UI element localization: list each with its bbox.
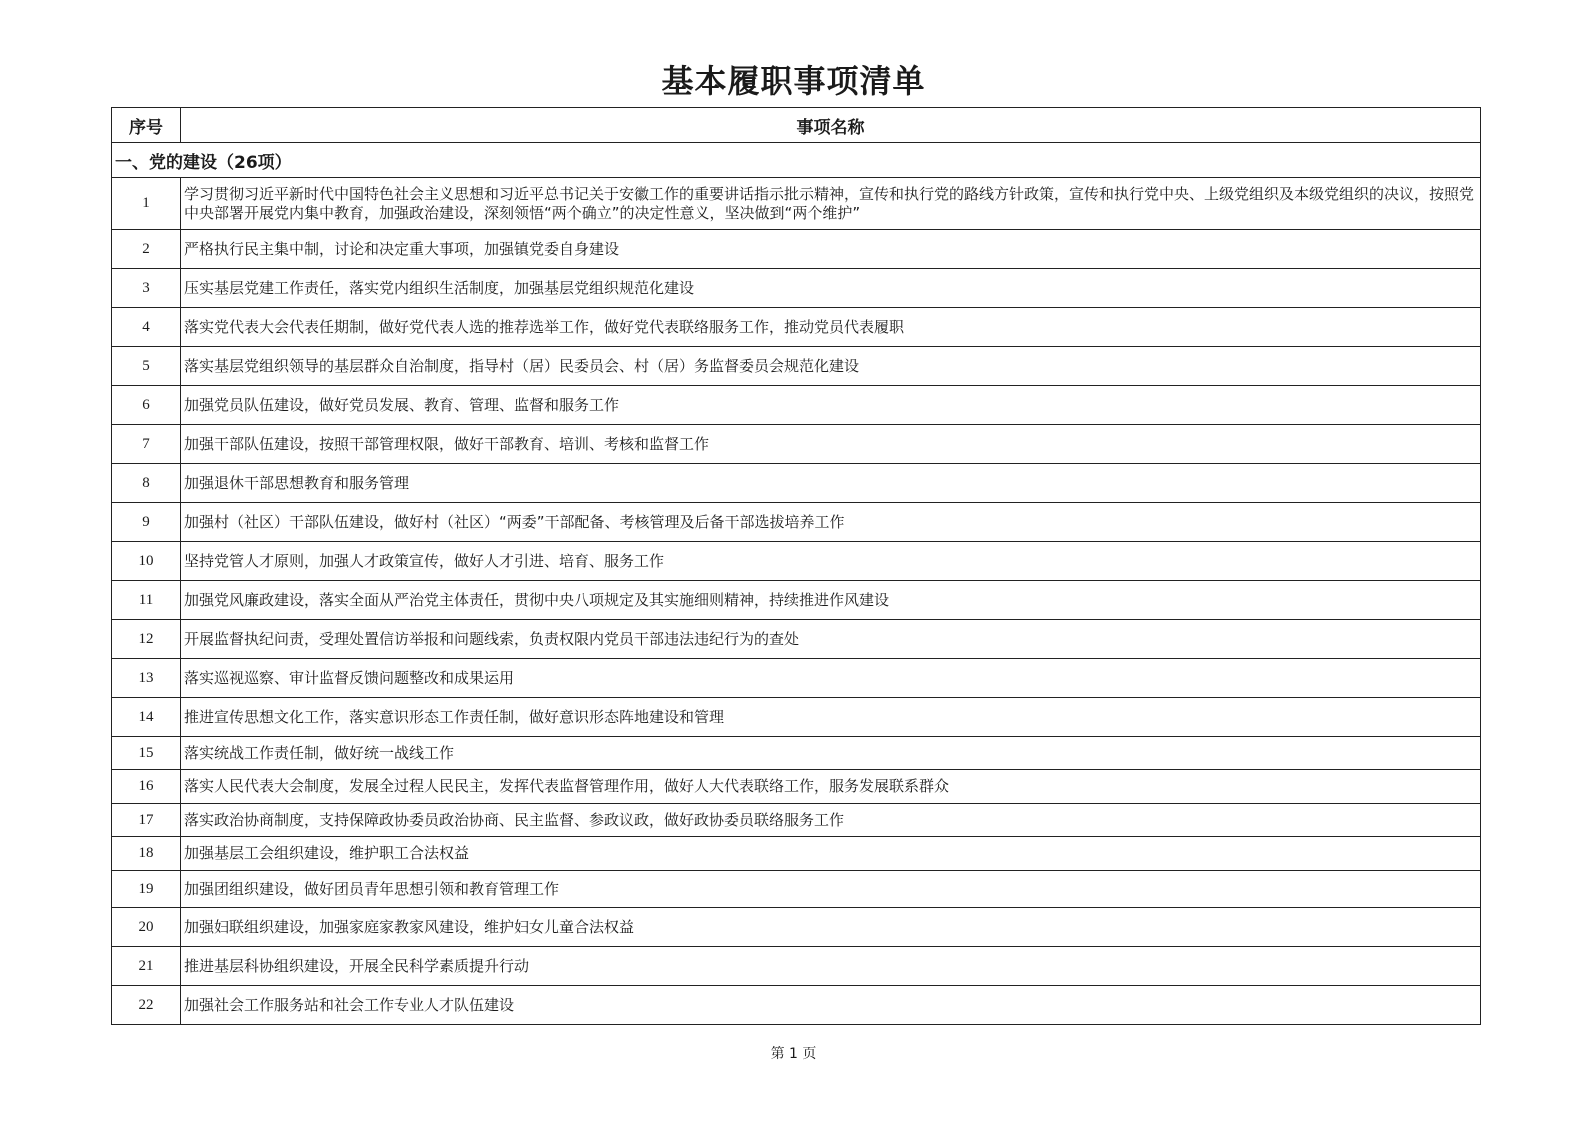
table-row	[112, 178, 1481, 230]
row-item-name: 落实党代表大会代表任期制，做好党代表人选的推荐选举工作，做好党代表联络服务工作，推动党员代表履职	[181, 308, 1481, 347]
row-item-name: 严格执行民主集中制，讨论和决定重大事项，加强镇党委自身建设	[181, 230, 1481, 269]
row-index: 16	[112, 770, 181, 804]
table-row	[112, 947, 1481, 986]
table-row	[112, 659, 1481, 698]
row-item-name: 加强团组织建设，做好团员青年思想引领和教育管理工作	[181, 871, 1481, 908]
row-index: 2	[112, 230, 181, 269]
row-index: 13	[112, 659, 181, 698]
table-row	[112, 581, 1481, 620]
row-item-name: 加强社会工作服务站和社会工作专业人才队伍建设	[181, 986, 1481, 1025]
table-row	[112, 804, 1481, 837]
row-item-name: 学习贯彻习近平新时代中国特色社会主义思想和习近平总书记关于安徽工作的重要讲话指示批示精神，宣传和执行党的路线方针政策，宣传和执行党中央、上级党组织及本级党组织的决议，按照党中央部署开展党内集中教育，加强政治建设，深刻领悟“两个确立”的决定性意义，坚决做到“两个维护”	[181, 178, 1481, 230]
row-index: 5	[112, 347, 181, 386]
row-index: 6	[112, 386, 181, 425]
row-index: 18	[112, 837, 181, 871]
table-row	[112, 230, 1481, 269]
row-item-name: 落实统战工作责任制，做好统一战线工作	[181, 737, 1481, 770]
row-item-name: 落实政治协商制度，支持保障政协委员政治协商、民主监督、参政议政，做好政协委员联络服务工作	[181, 804, 1481, 837]
row-item-name: 推进基层科协组织建设，开展全民科学素质提升行动	[181, 947, 1481, 986]
row-item-name: 加强退休干部思想教育和服务管理	[181, 464, 1481, 503]
row-item-name: 加强妇联组织建设，加强家庭家教家风建设，维护妇女儿童合法权益	[181, 908, 1481, 947]
row-index: 11	[112, 581, 181, 620]
table-row	[112, 269, 1481, 308]
table-row	[112, 737, 1481, 770]
row-item-name: 落实巡视巡察、审计监督反馈问题整改和成果运用	[181, 659, 1481, 698]
row-item-name: 落实人民代表大会制度，发展全过程人民民主，发挥代表监督管理作用，做好人大代表联络工作，服务发展联系群众	[181, 770, 1481, 804]
table-row	[112, 698, 1481, 737]
table-row	[112, 308, 1481, 347]
row-item-name: 加强干部队伍建设，按照干部管理权限，做好干部教育、培训、考核和监督工作	[181, 425, 1481, 464]
row-item-name: 加强村（社区）干部队伍建设，做好村（社区）“两委”干部配备、考核管理及后备干部选拔培养工作	[181, 503, 1481, 542]
column-header-index: 序号	[112, 108, 181, 143]
row-index: 3	[112, 269, 181, 308]
row-index: 8	[112, 464, 181, 503]
table-row	[112, 386, 1481, 425]
page-number: 第 1 页	[770, 1046, 817, 1062]
table-row	[112, 871, 1481, 908]
section-row	[112, 143, 1481, 178]
page-title: 基本履职事项清单	[661, 62, 926, 100]
row-index: 10	[112, 542, 181, 581]
row-item-name: 落实基层党组织领导的基层群众自治制度，指导村（居）民委员会、村（居）务监督委员会规范化建设	[181, 347, 1481, 386]
table-row	[112, 908, 1481, 947]
table-row	[112, 503, 1481, 542]
table-row	[112, 542, 1481, 581]
row-item-name: 坚持党管人才原则，加强人才政策宣传，做好人才引进、培育、服务工作	[181, 542, 1481, 581]
table-row	[112, 770, 1481, 804]
table-row	[112, 425, 1481, 464]
row-index: 21	[112, 947, 181, 986]
table-row	[112, 986, 1481, 1025]
row-index: 4	[112, 308, 181, 347]
row-index: 7	[112, 425, 181, 464]
column-header-name: 事项名称	[181, 108, 1481, 143]
row-index: 22	[112, 986, 181, 1025]
row-index: 20	[112, 908, 181, 947]
row-item-name: 推进宣传思想文化工作，落实意识形态工作责任制，做好意识形态阵地建设和管理	[181, 698, 1481, 737]
table-row	[112, 347, 1481, 386]
row-item-name: 压实基层党建工作责任，落实党内组织生活制度，加强基层党组织规范化建设	[181, 269, 1481, 308]
table-row	[112, 837, 1481, 871]
section-title: 一、党的建设（26项）	[112, 143, 1481, 178]
row-index: 14	[112, 698, 181, 737]
table-header-row	[112, 108, 1481, 143]
table-row	[112, 620, 1481, 659]
row-index: 9	[112, 503, 181, 542]
row-item-name: 开展监督执纪问责，受理处置信访举报和问题线索，负责权限内党员干部违法违纪行为的查处	[181, 620, 1481, 659]
row-item-name: 加强党员队伍建设，做好党员发展、教育、管理、监督和服务工作	[181, 386, 1481, 425]
row-item-name: 加强党风廉政建设，落实全面从严治党主体责任，贯彻中央八项规定及其实施细则精神，持续推进作风建设	[181, 581, 1481, 620]
row-index: 12	[112, 620, 181, 659]
row-index: 19	[112, 871, 181, 908]
duty-list-table	[111, 107, 1481, 1025]
row-item-name: 加强基层工会组织建设，维护职工合法权益	[181, 837, 1481, 871]
row-index: 15	[112, 737, 181, 770]
row-index: 1	[112, 178, 181, 230]
row-index: 17	[112, 804, 181, 837]
table-row	[112, 464, 1481, 503]
